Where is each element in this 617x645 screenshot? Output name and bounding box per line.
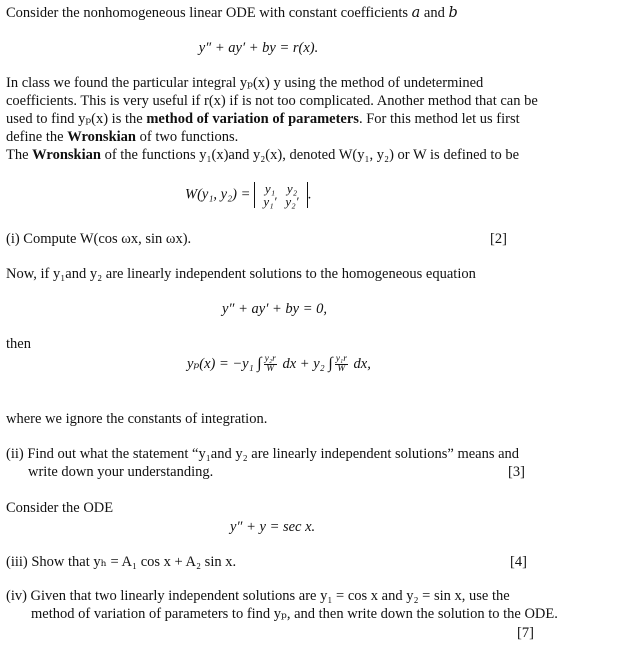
paragraph-line: Now, if y₁and y₂ are linearly independent solutions to the homogeneous equation	[6, 266, 476, 282]
wronskian-lhs: W(y₁, y₂) =	[185, 186, 251, 203]
bold-term: Wronskian	[67, 129, 136, 145]
question-iv-cont: method of variation of parameters to find yₚ, and then write down the solution to the ODE.	[31, 606, 558, 622]
bold-term: method of variation of parameters	[146, 111, 359, 127]
period: .	[307, 186, 312, 203]
paragraph-line	[6, 146, 519, 164]
marks-label: [2]	[490, 231, 507, 247]
ode-equation: y″ + ay′ + by = r(x).	[198, 40, 319, 56]
formula-end: dx,	[353, 356, 371, 372]
marks-label: [7]	[517, 625, 534, 641]
paragraph-line: In class we found the particular integral yₚ(x) y using the method of undetermined	[6, 75, 484, 91]
integral-sign: ∫	[257, 355, 262, 372]
question-ii-cont: write down your understanding.	[28, 464, 214, 480]
numerator: y₁r	[335, 354, 347, 365]
ode-label: Consider the ODE	[6, 500, 114, 516]
text-run: used to find yₚ(x) is the	[6, 111, 147, 127]
numerator: y₂r	[264, 354, 276, 365]
text-run: The	[6, 147, 33, 163]
marks-label: [3]	[508, 464, 525, 480]
det-entry: y₂′	[285, 194, 299, 209]
det-entry: y₁′	[263, 194, 277, 209]
ode-equation: y″ + y = sec x.	[230, 519, 316, 535]
question-i: (i) Compute W(cos ωx, sin ωx).	[6, 231, 192, 247]
paragraph-line: coefficients. This is very useful if r(x) if is not too complicated. Another method that can be	[6, 93, 538, 109]
intro-text: Consider the nonhomogeneous linear ODE with constant coefficients 𝑎 and 𝑏	[6, 5, 458, 21]
denominator: W	[337, 364, 346, 375]
homogeneous-equation: y″ + ay′ + by = 0,	[222, 301, 327, 317]
wronskian-definition	[185, 182, 312, 208]
determinant	[254, 182, 308, 208]
question-iii: (iii) Show that yₕ = A₁ cos x + A₂ sin x.	[6, 554, 237, 570]
det-entry: y₂	[286, 181, 298, 196]
then-label: then	[6, 336, 31, 352]
formula-mid: dx + y₂	[282, 356, 325, 372]
fraction	[335, 355, 348, 374]
paragraph-line	[6, 110, 520, 128]
paragraph-line	[6, 128, 238, 146]
text-run: define the	[6, 129, 68, 145]
note-text: where we ignore the constants of integration.	[6, 411, 268, 427]
marks-label: [4]	[510, 554, 527, 570]
denominator: W	[266, 364, 275, 375]
formula-lhs: yₚ(x) = −y₁	[187, 356, 254, 372]
integral-sign: ∫	[328, 355, 333, 372]
text-run: of two functions.	[135, 129, 239, 145]
det-entry: y₁	[264, 181, 276, 196]
question-iv: (iv) Given that two linearly independent solutions are y₁ = cos x and y₂ = sin x, use the	[6, 588, 510, 604]
fraction	[264, 355, 277, 374]
question-ii: (ii) Find out what the statement “y₁and y₂ are linearly independent solutions” means and	[6, 446, 520, 462]
text-run: . For this method let us first	[358, 111, 520, 127]
bold-term: Wronskian	[32, 147, 101, 163]
variation-formula	[187, 355, 371, 374]
text-run: of the functions y₁(x)and y₂(x), denoted W(y₁, y₂) or W is defined to be	[100, 147, 520, 163]
